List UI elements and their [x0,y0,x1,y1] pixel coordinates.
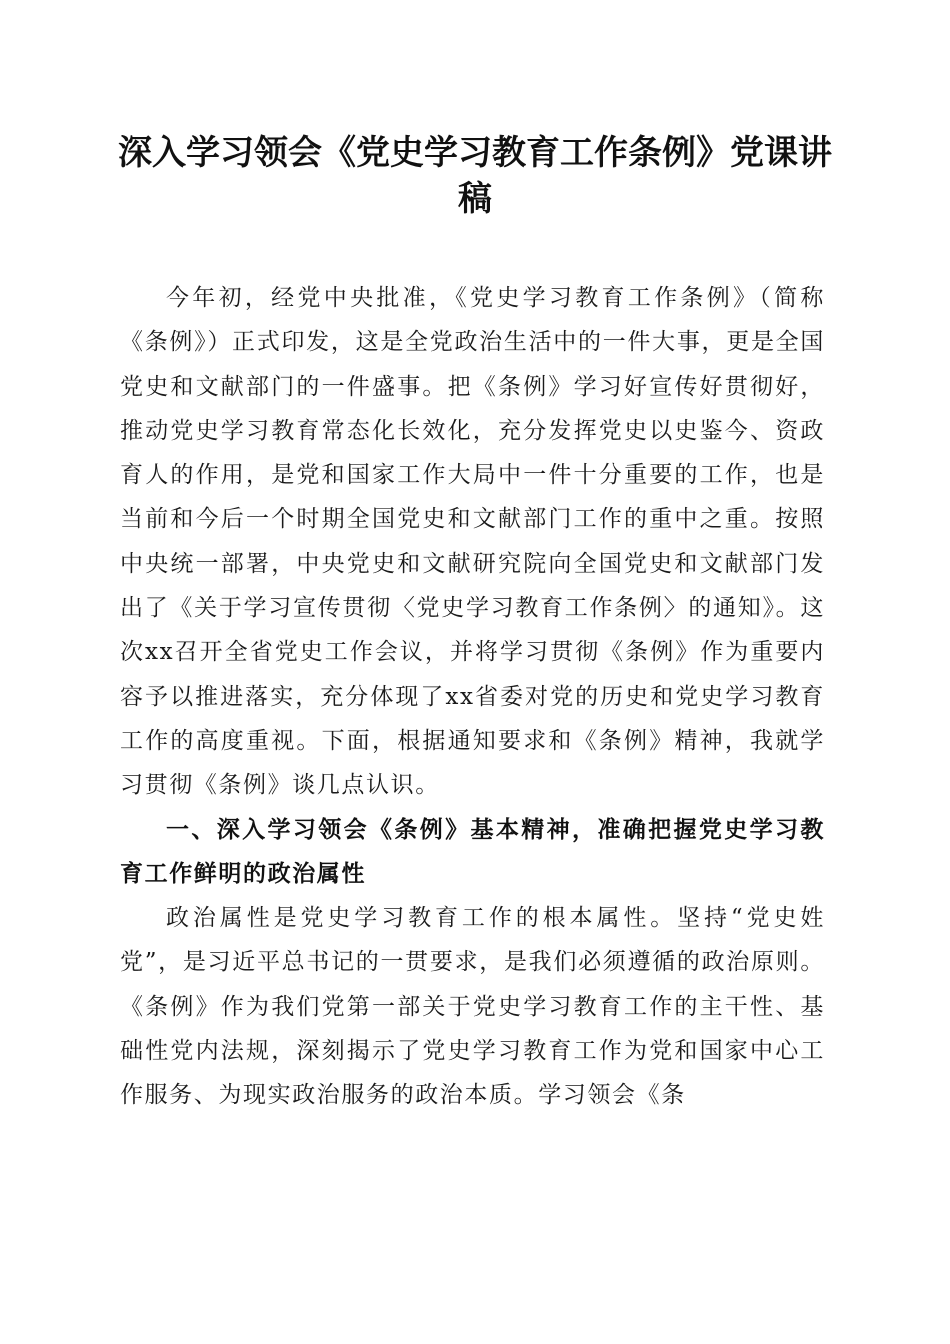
intro-paragraph: 今年初，经党中央批准，《党史学习教育工作条例》（简称《条例》）正式印发，这是全党政治生活中的一件大事，更是全国党史和文献部门的一件盛事。把《条例》学习好宣传好贯彻好，推动党史学习教育常态化长效化，充分发挥党史以史鉴今、资政育人的作用，是党和国家工作大局中一件十分重要的工作，也是当前和今后一个时期全国党史和文献部门工作的重中之重。按照中央统一部署，中央党史和文献研究院向全国党史和文献部门发出了《关于学习宣传贯彻〈党史学习教育工作条例〉的通知》。这次xx召开全省党史工作会议，并将学习贯彻《条例》作为重要内容予以推进落实，充分体现了xx省委对党的历史和党史学习教育工作的高度重视。下面，根据通知要求和《条例》精神，我就学习贯彻《条例》谈几点认识。 [120,285,825,799]
section-heading-1: 一、深入学习领会《条例》基本精神，准确把握党史学习教育工作鲜明的政治属性 [120,816,825,887]
document-body [120,276,825,1118]
document-title: 深入学习领会《党史学习教育工作条例》党课讲稿 [118,133,832,219]
section-1-paragraph: 政治属性是党史学习教育工作的根本属性。坚持“党史姓党”，是习近平总书记的一贯要求，是我们必须遵循的政治原则。《条例》作为我们党第一部关于党史学习教育工作的主干性、基础性党内法规，深刻揭示了党史学习教育工作为党和国家中心工作服务、为现实政治服务的政治本质。学习领会《条 [120,905,825,1109]
